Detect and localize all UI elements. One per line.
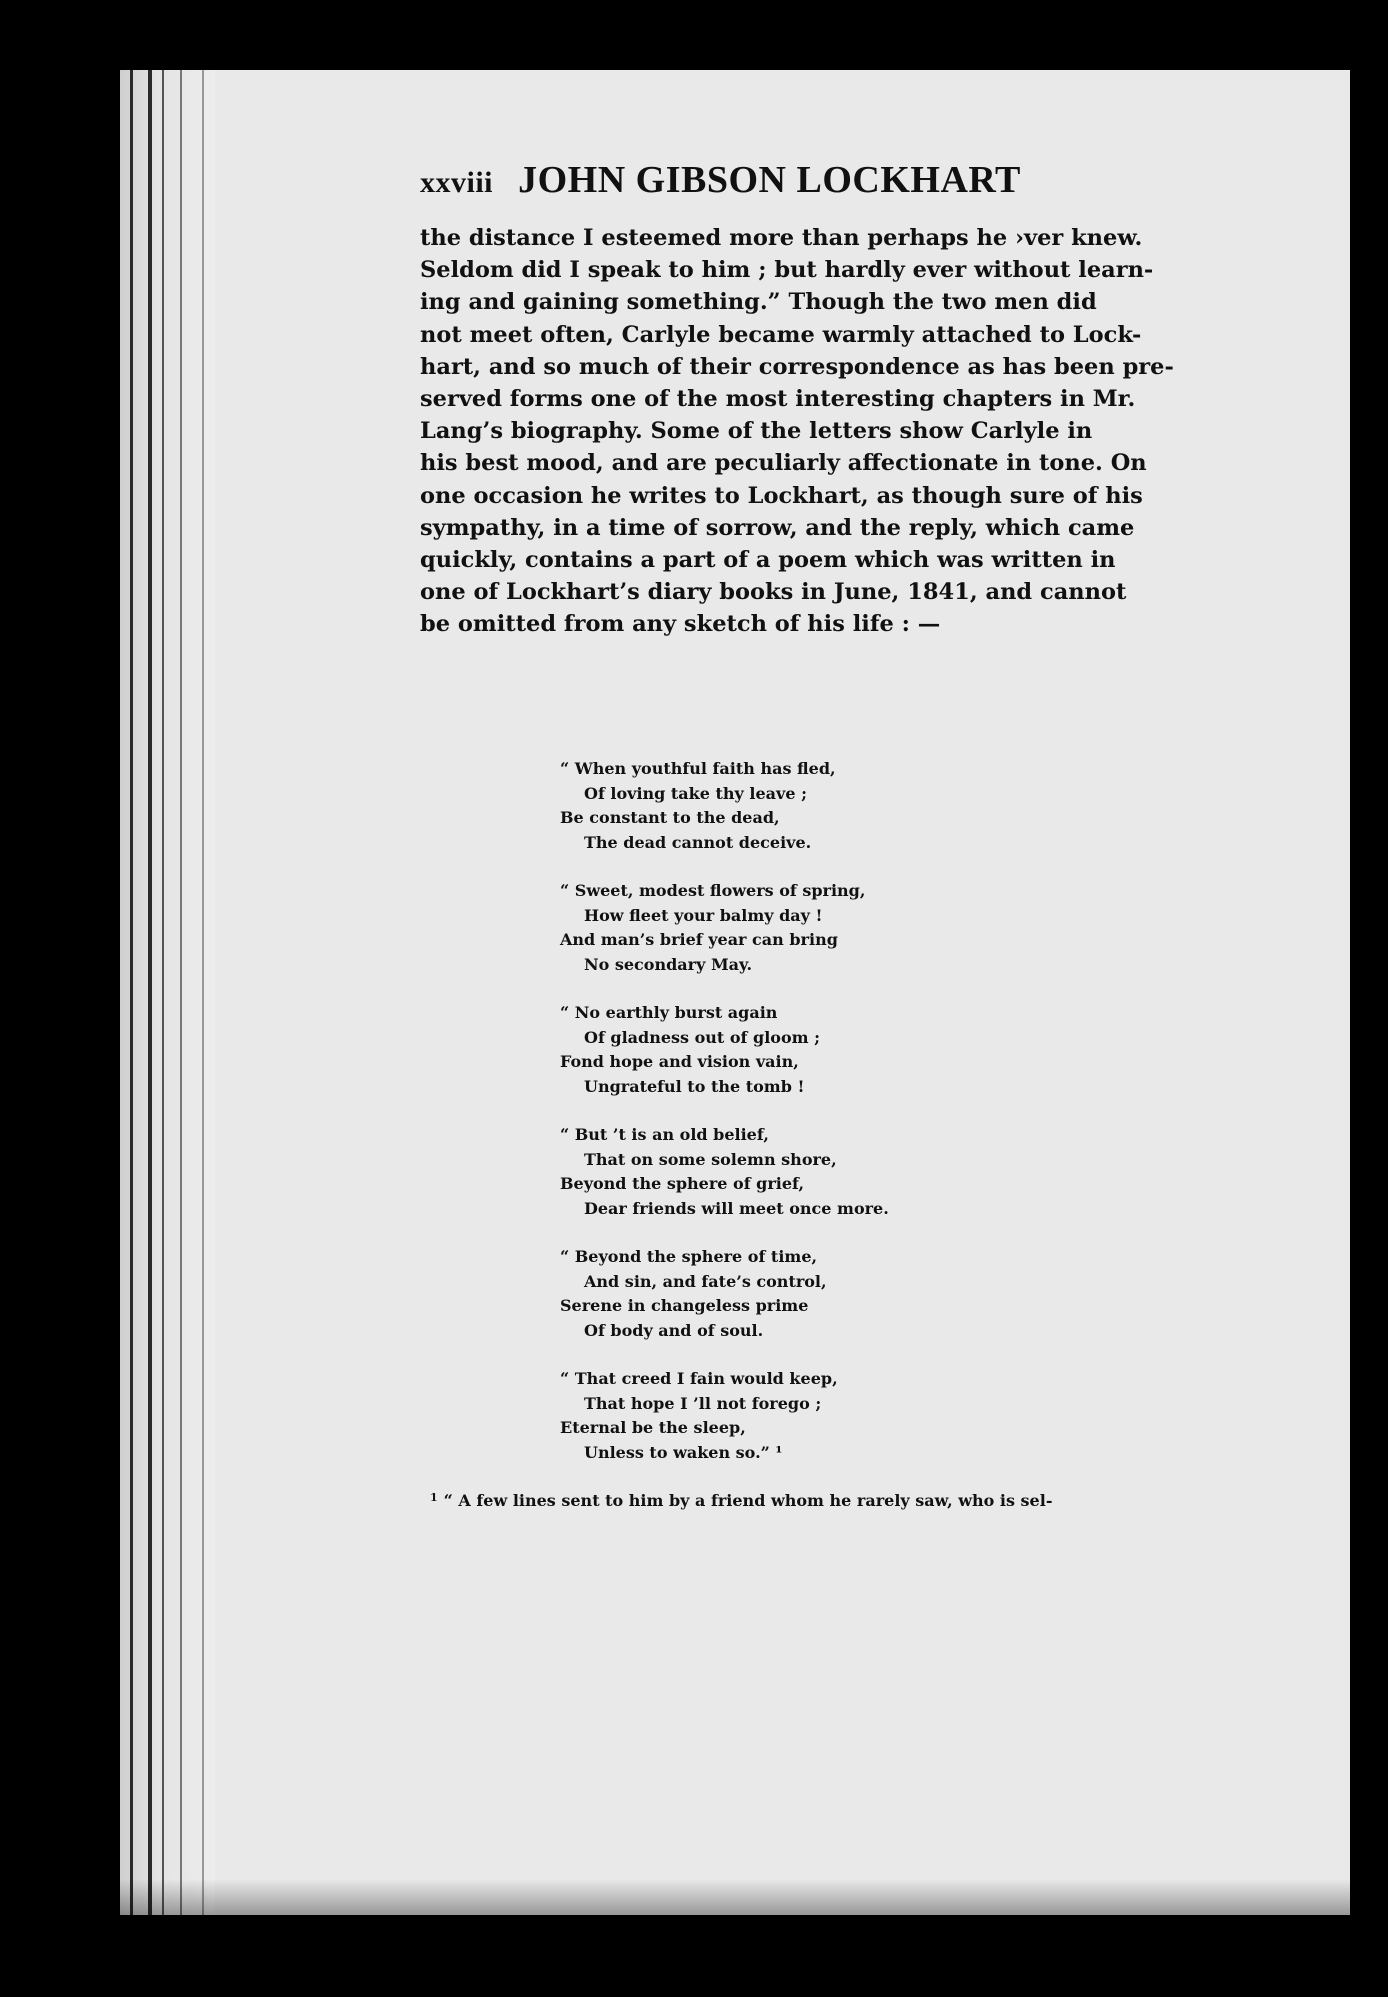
page-binding-edge (120, 70, 215, 1915)
footnote-mark: 1 (430, 1491, 438, 1504)
body-line: served forms one of the most interesting chapters in Mr. (420, 385, 1136, 412)
body-line: be omitted from any sketch of his life : — (420, 611, 941, 638)
binding-line (202, 70, 204, 1915)
body-line: his best mood, and are peculiarly affectionate in tone. On (420, 450, 1147, 477)
body-line: not meet often, Carlyle became warmly attached to Lock- (420, 321, 1142, 348)
poem-verse: “ Sweet, modest flowers of spring, (560, 881, 866, 900)
poem-verse: Be constant to the dead, (560, 808, 780, 827)
poem-verse: How fleet your balmy day ! (584, 905, 823, 925)
poem-verse: And sin, and fate’s control, (584, 1271, 827, 1291)
binding-line (180, 70, 182, 1915)
poem-verse: Serene in changeless prime (560, 1296, 809, 1315)
poem-verse: “ When youthful faith has fled, (560, 759, 836, 778)
running-title: JOHN GIBSON LOCKHART (518, 159, 1021, 201)
body-line: hart, and so much of their correspondence as has been pre- (420, 353, 1174, 380)
body-line: sympathy, in a time of sorrow, and the reply, which came (420, 514, 1135, 541)
body-line: Seldom did I speak to him ; but hardly ever without learn- (420, 257, 1154, 284)
poem-verse: That hope I ’ll not forego ; (584, 1393, 822, 1413)
poem-stanza (560, 757, 900, 855)
body-line: one occasion he writes to Lockhart, as though sure of his (420, 482, 1143, 509)
poem-verse: That on some solemn shore, (584, 1149, 837, 1169)
running-head (420, 158, 1020, 202)
poem-stanza (560, 879, 900, 977)
poem-verse: Of gladness out of gloom ; (584, 1027, 821, 1047)
footnote-text: “ A few lines sent to him by a friend whom he rarely saw, who is sel- (443, 1491, 1053, 1510)
poem-verse: No secondary May. (584, 954, 753, 974)
poem-verse: Dear friends will meet once more. (584, 1198, 889, 1218)
body-line: ing and gaining something.” Though the two men did (420, 289, 1097, 316)
body-line: the distance I esteemed more than perhaps he ›ver knew. (420, 225, 1143, 251)
poem-verse: Eternal be the sleep, (560, 1418, 746, 1437)
poem-verse: Unless to waken so.” ¹ (584, 1442, 783, 1462)
poem-verse: “ But ’t is an old belief, (560, 1125, 769, 1144)
poem-stanza (560, 1245, 900, 1343)
poem-verse: Fond hope and vision vain, (560, 1052, 799, 1071)
poem-verse: “ That creed I fain would keep, (560, 1369, 838, 1388)
poem-verse: Of loving take thy leave ; (584, 783, 807, 803)
binding-line (130, 70, 133, 1915)
page-number: xxviii (420, 166, 494, 199)
poem-verse: Of body and of soul. (584, 1320, 764, 1340)
poem-stanza (560, 1123, 900, 1221)
body-paragraph (420, 222, 1174, 640)
poem-verse: The dead cannot deceive. (584, 832, 812, 852)
body-line: quickly, contains a part of a poem which was written in (420, 546, 1116, 573)
poem-verse: “ No earthly burst again (560, 1003, 778, 1022)
body-line: Lang’s biography. Some of the letters show Carlyle in (420, 418, 1093, 445)
binding-line (162, 70, 164, 1915)
poem-verse: Ungrateful to the tomb ! (584, 1076, 805, 1096)
binding-line (148, 70, 152, 1915)
poem-stanza (560, 1001, 900, 1099)
body-line: one of Lockhart’s diary books in June, 1841, and cannot (420, 579, 1127, 606)
poem-stanza (560, 1367, 900, 1465)
poem-verse: And man’s brief year can bring (560, 930, 838, 949)
poem-verse: Beyond the sphere of grief, (560, 1174, 805, 1193)
footnote (430, 1491, 1070, 1510)
page-shadow (120, 1879, 1350, 1915)
poem (560, 757, 900, 1489)
poem-verse: “ Beyond the sphere of time, (560, 1247, 818, 1266)
